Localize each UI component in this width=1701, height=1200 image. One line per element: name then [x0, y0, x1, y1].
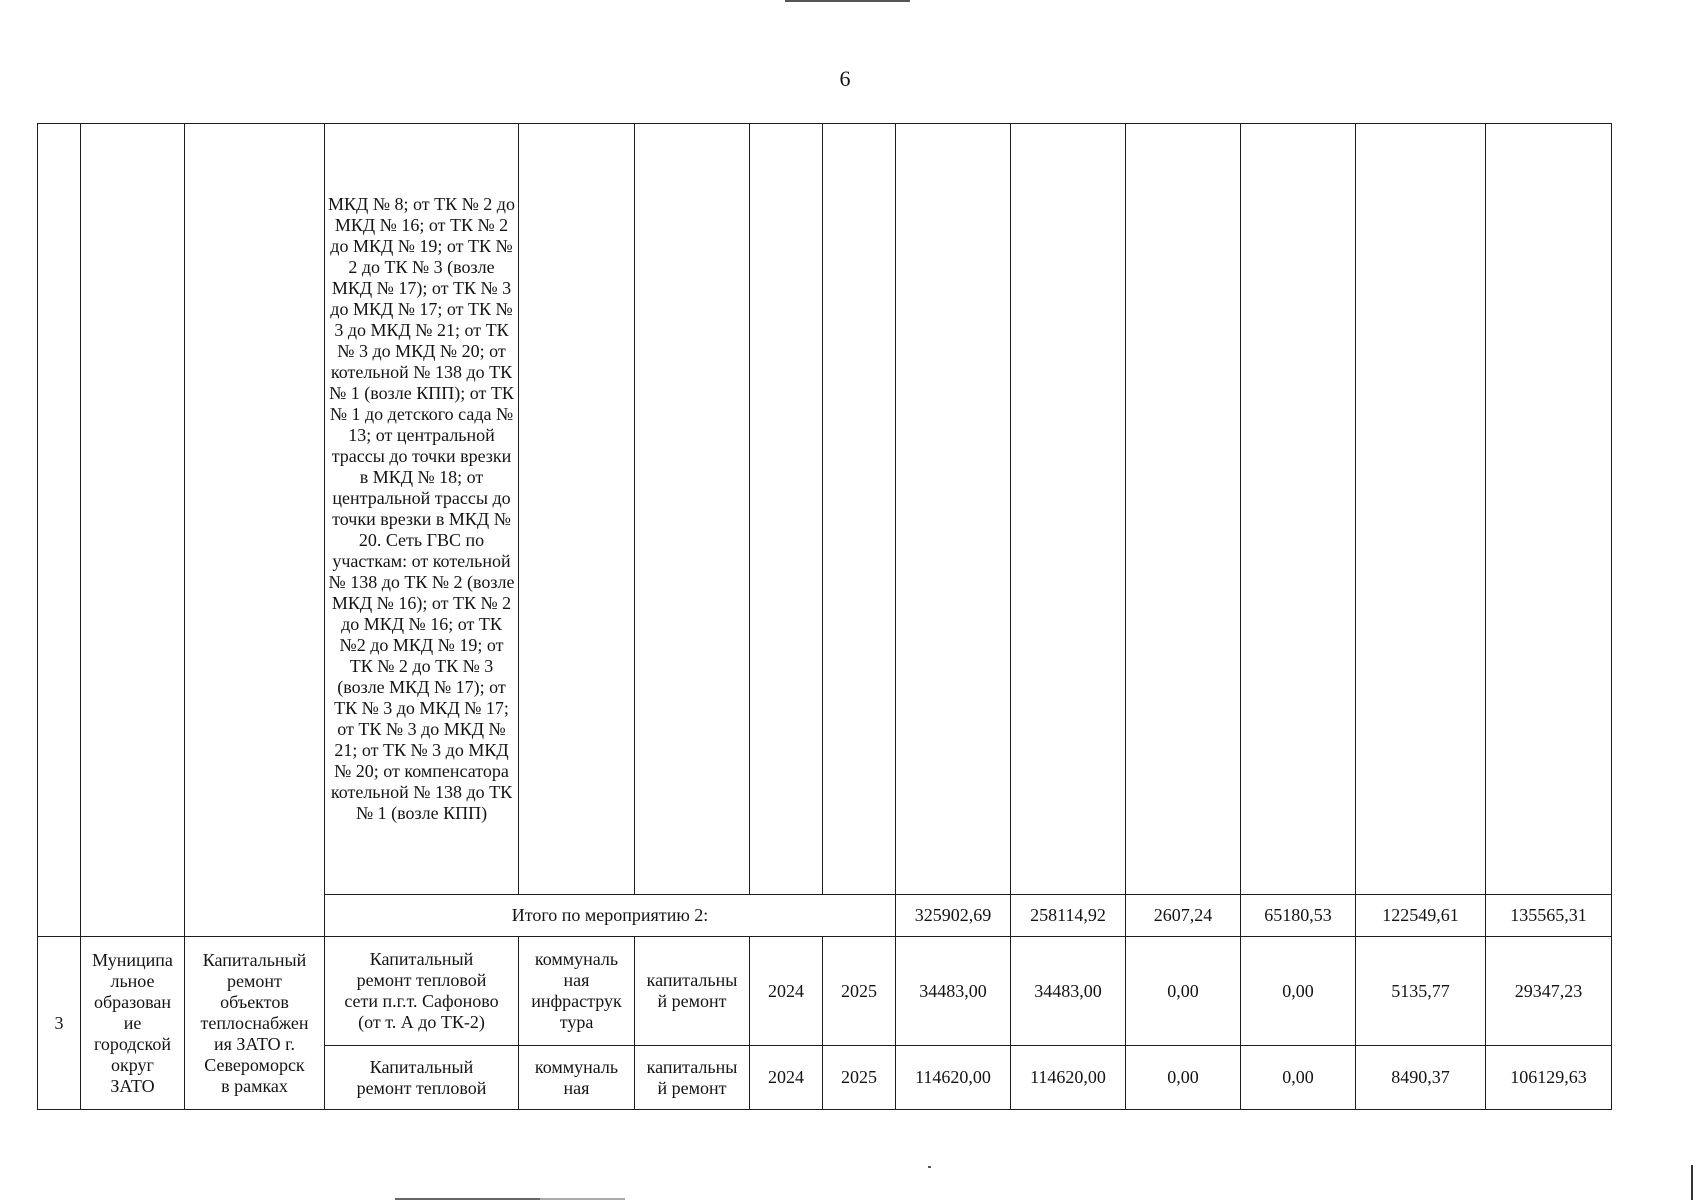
scan-artifact-top [785, 0, 910, 2]
sphere: коммуналь ная [519, 1046, 635, 1110]
page-number: 6 [839, 66, 851, 91]
cell-value-empty [1356, 124, 1486, 895]
year-end: 2025 [823, 1046, 896, 1110]
table-row-continued [38, 124, 1612, 895]
program-name: Капитальный ремонт объектов теплоснабжен ия ЗАТО г. Североморск в рамках [185, 937, 325, 1110]
value-cell: 0,00 [1126, 937, 1241, 1046]
value-cell: 5135,77 [1356, 937, 1486, 1046]
value-cell: 0,00 [1241, 937, 1356, 1046]
value-cell: 106129,63 [1486, 1046, 1612, 1110]
cell-value-empty [1241, 124, 1356, 895]
cell-sphere-empty [519, 124, 635, 895]
cell-value-empty [896, 124, 1011, 895]
scan-artifact-edge [1691, 1165, 1693, 1200]
value-cell: 114620,00 [1011, 1046, 1126, 1110]
work-type: капитальны й ремонт [635, 937, 750, 1046]
scan-artifact-dot [928, 1166, 931, 1168]
program-table [37, 123, 1612, 1110]
value-cell: 0,00 [1241, 1046, 1356, 1110]
table-row [38, 937, 1612, 1046]
year-start: 2024 [750, 1046, 823, 1110]
cell-value-empty [1486, 124, 1612, 895]
year-end: 2025 [823, 937, 896, 1046]
object-name: Капитальный ремонт тепловой [325, 1046, 519, 1110]
value-cell: 34483,00 [896, 937, 1011, 1046]
total-label: Итого по мероприятию 2: [325, 895, 896, 937]
cell-municipality-empty [81, 124, 185, 937]
sphere: коммуналь ная инфраструк тура [519, 937, 635, 1046]
total-value: 135565,31 [1486, 895, 1612, 937]
value-cell: 0,00 [1126, 1046, 1241, 1110]
section-number: 3 [38, 937, 81, 1110]
cell-value-empty [1011, 124, 1126, 895]
value-cell: 8490,37 [1356, 1046, 1486, 1110]
total-value: 122549,61 [1356, 895, 1486, 937]
year-start: 2024 [750, 937, 823, 1046]
object-name: Капитальный ремонт тепловой сети п.г.т. Сафоново (от т. А до ТК-2) [325, 937, 519, 1046]
cell-year-start-empty [750, 124, 823, 895]
total-value: 2607,24 [1126, 895, 1241, 937]
value-cell: 114620,00 [896, 1046, 1011, 1110]
cell-number-empty [38, 124, 81, 937]
value-cell: 34483,00 [1011, 937, 1126, 1046]
cell-value-empty [1126, 124, 1241, 895]
cell-program-empty [185, 124, 325, 937]
total-value: 325902,69 [896, 895, 1011, 937]
work-type: капитальны й ремонт [635, 1046, 750, 1110]
cell-object-description: МКД № 8; от ТК № 2 до МКД № 16; от ТК № 2 до МКД № 19; от ТК № 2 до ТК № 3 (возле МКД № 17); от ТК № 3 до МКД № 17; от ТК № 3 до МКД № 21; от ТК № 3 до МКД № 20; от котельной № 138 до ТК № 1 (возле КПП); от ТК № 1 до детского сада № 13; от центральной трассы до точки врезки в МКД № 18; от центральной трассы до точки врезки в МКД № 20. Сеть ГВС по участкам: от котельной № 138 до ТК № 2 (возле МКД № 16); от ТК № 2 до МКД № 16; от ТК №2 до МКД № 19; от ТК № 2 до ТК № 3 (возле МКД № 17); от ТК № 3 до МКД № 17; от ТК № 3 до МКД № 21; от ТК № 3 до МКД № 20; от компенсатора котельной № 138 до ТК № 1 (возле КПП) [325, 124, 519, 895]
cell-year-end-empty [823, 124, 896, 895]
total-value: 65180,53 [1241, 895, 1356, 937]
cell-work-type-empty [635, 124, 750, 895]
municipality-name: Муниципа льное образован ие городской округ ЗАТО [81, 937, 185, 1110]
total-value: 258114,92 [1011, 895, 1126, 937]
value-cell: 29347,23 [1486, 937, 1612, 1046]
